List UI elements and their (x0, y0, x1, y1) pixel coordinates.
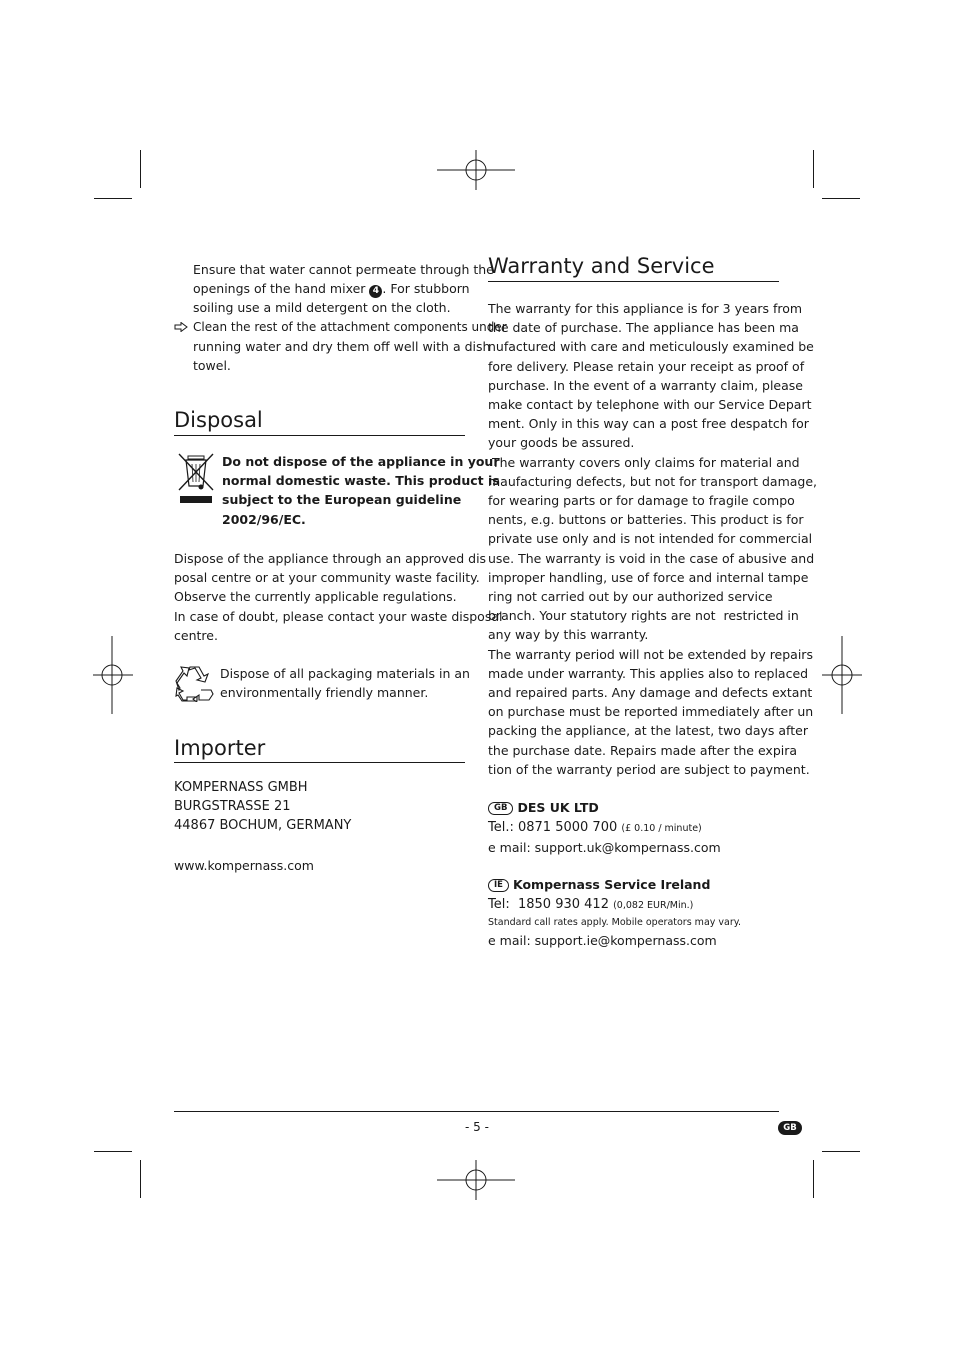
registration-mark-top (437, 150, 517, 190)
address-line: BURGSTRASSE 21 (174, 799, 291, 815)
language-badge: GB (778, 1121, 802, 1135)
service-ie-rate: (0,082 EUR/Min.) (613, 900, 694, 912)
warranty-line: private use only and is not intended for commercial (488, 531, 813, 547)
warranty-line: branch. Your statutory rights are not restricted in (488, 608, 799, 624)
warranty-line: on purchase must be reported immediately after un (488, 704, 814, 720)
warranty-line: ring not carried out by our authorized service (488, 589, 773, 605)
packaging-note (220, 664, 470, 702)
disposal-rule (174, 435, 465, 436)
warranty-line: nents, e.g. buttons or batteries. This product is for (488, 512, 804, 528)
bullet-line: towel. (193, 358, 231, 374)
service-ie (488, 875, 741, 951)
gb-flag-badge: GB (488, 802, 513, 815)
cleaning-bullet (193, 318, 507, 376)
footer-rule (174, 1111, 779, 1112)
warranty-line: The warranty covers only claims for material and (488, 454, 800, 470)
packaging-line: Dispose of all packaging materials in an (220, 666, 470, 681)
disposal-line: Observe the currently applicable regulations. (174, 589, 457, 605)
disposal-line: centre. (174, 627, 218, 643)
warning-line: Do not dispose of the appliance in your (222, 454, 500, 469)
service-uk-email: e mail: support.uk@kompernass.com (488, 840, 721, 856)
service-uk (488, 798, 721, 858)
warranty-line: ment. Only in this way can a post free despatch for (488, 416, 809, 432)
service-uk-tel: Tel.: 0871 5000 700 (488, 820, 622, 836)
page-number: - 5 - (465, 1120, 489, 1134)
arrow-bullet-icon (174, 322, 188, 332)
service-uk-rate: (£ 0.10 / minute) (621, 823, 702, 835)
warranty-rule (488, 281, 779, 282)
registration-mark-bottom (437, 1160, 517, 1200)
warranty-heading: Warranty and Service (488, 254, 715, 278)
importer-website: www.kompernass.com (174, 858, 314, 873)
warranty-line: improper handling, use of force and internal tampe (488, 569, 809, 585)
warranty-line: The warranty period will not be extended by repairs (488, 646, 813, 662)
disposal-line: Dispose of the appliance through an approved dis (174, 551, 487, 566)
warranty-line: the purchase date. Repairs made after the expira (488, 742, 798, 758)
warranty-line: The warranty for this appliance is for 3 years from (488, 301, 803, 316)
mixer-ref-badge: 4 (369, 285, 382, 298)
warranty-line: maufacturing defects, but not for transport damage, (488, 473, 818, 489)
disposal-warning (222, 452, 500, 529)
cleaning-line: openings of the hand mixer (193, 281, 366, 297)
importer-address (174, 778, 351, 836)
service-ie-tel: Tel: 1850 930 412 (488, 897, 614, 913)
disposal-body (174, 549, 502, 645)
cleaning-line: Ensure that water cannot permeate through the (193, 262, 494, 277)
recycling-arrows-icon (175, 666, 215, 702)
importer-heading: Importer (174, 736, 266, 760)
service-uk-name: DES UK LTD (517, 800, 599, 815)
address-line: KOMPERNASS GMBH (174, 780, 308, 795)
cleaning-paragraph (193, 260, 494, 318)
warranty-line: fore delivery. Please retain your receipt as proof of (488, 358, 805, 374)
warranty-line: made under warranty. This applies also to replaced (488, 665, 809, 681)
warranty-line: the date of purchase. The appliance has been ma (488, 320, 799, 336)
ie-flag-badge: IE (488, 879, 509, 892)
warning-line: 2002/96/EC. (222, 511, 306, 527)
warranty-line: for wearing parts or for damage to fragile compo (488, 493, 795, 509)
cleaning-line: soiling use a mild detergent on the cloth. (193, 300, 451, 316)
warranty-line: use. The warranty is void in the case of abusive and (488, 550, 815, 566)
warranty-line: packing the appliance, at the latest, two days after (488, 723, 808, 739)
bullet-line: Clean the rest of the attachment components under (193, 320, 507, 334)
importer-rule (174, 762, 465, 763)
address-line: 44867 BOCHUM, GERMANY (174, 818, 352, 834)
service-ie-email: e mail: support.ie@kompernass.com (488, 933, 717, 949)
warranty-line: your goods be assured. (488, 435, 635, 451)
disposal-line: posal centre or at your community waste facility. (174, 570, 480, 586)
warning-line: normal domestic waste. This product is (222, 473, 500, 489)
disposal-heading: Disposal (174, 408, 263, 432)
warranty-line: and repaired parts. Any damage and defects extant (488, 685, 813, 701)
cleaning-line: . For stubborn (382, 281, 470, 297)
warranty-line: purchase. In the event of a warranty claim, please (488, 377, 803, 393)
service-ie-name: Kompernass Service Ireland (512, 877, 711, 892)
registration-mark-left (93, 636, 133, 714)
disposal-line: In case of doubt, please contact your waste disposal (174, 608, 503, 624)
registration-mark-right (822, 636, 862, 714)
crossed-out-wheelie-bin-icon (176, 450, 216, 508)
service-ie-note: Standard call rates apply. Mobile operators may vary. (488, 917, 742, 929)
warranty-line: tion of the warranty period are subject to payment. (488, 761, 810, 777)
bullet-line: running water and dry them off well with a dish (193, 339, 491, 355)
warranty-body (488, 299, 817, 779)
warning-line: subject to the European guideline (222, 492, 462, 508)
warranty-line: make contact by telephone with our Service Depart (488, 397, 812, 413)
warranty-line: nufactured with care and meticulously examined be (488, 339, 814, 355)
packaging-line: environmentally friendly manner. (220, 685, 429, 701)
warranty-line: any way by this warranty. (488, 627, 649, 643)
